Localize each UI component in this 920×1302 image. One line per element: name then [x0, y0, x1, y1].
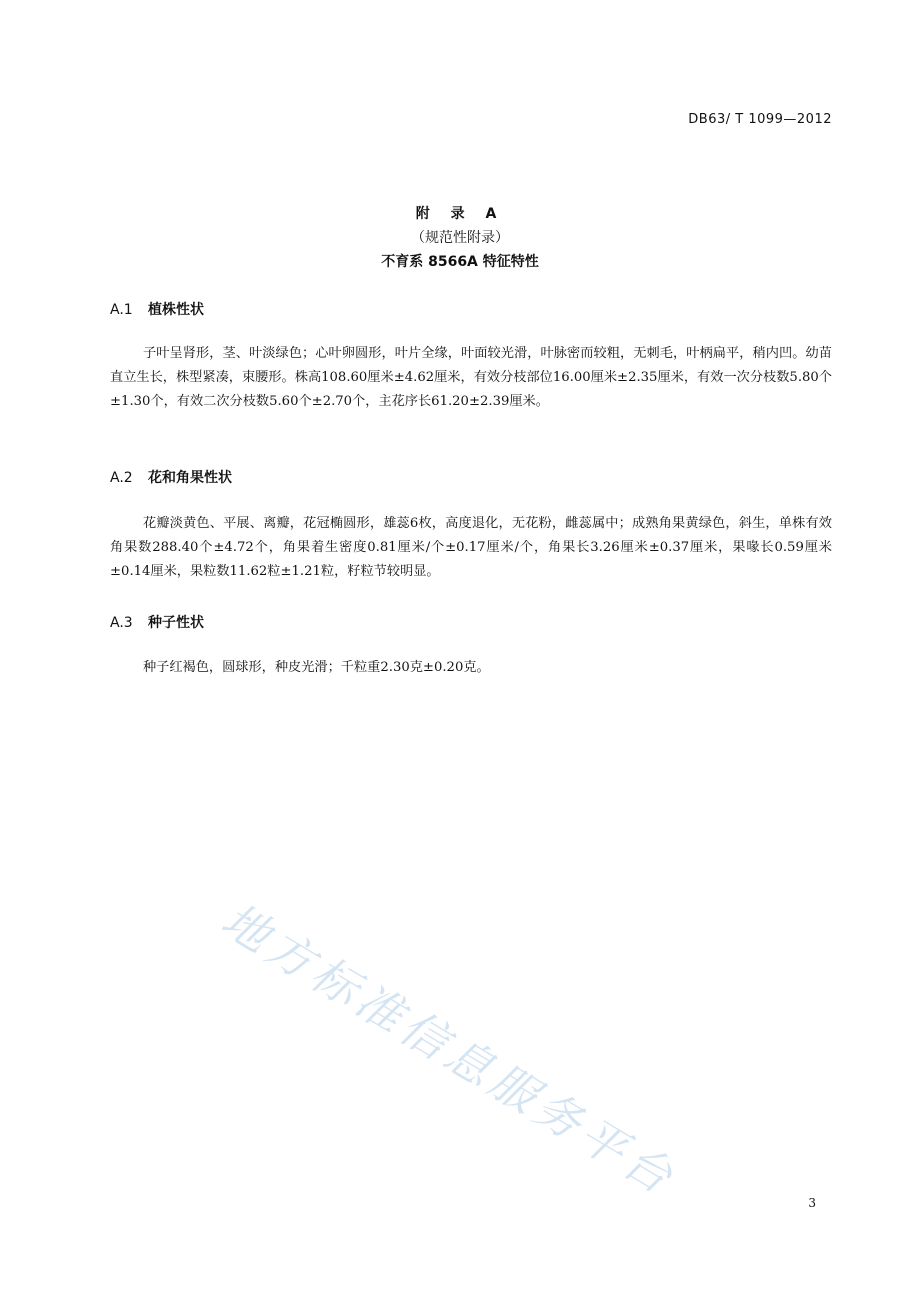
- section-heading-a3: [110, 612, 204, 632]
- section-number: A.3: [110, 615, 133, 631]
- section-title: 植株性状: [148, 302, 204, 318]
- section-title: 花和角果性状: [148, 470, 232, 486]
- appendix-title: 附 录 A: [415, 206, 505, 222]
- section-number: A.1: [110, 302, 133, 318]
- appendix-header: [0, 202, 920, 274]
- page-number: 3: [808, 1196, 816, 1210]
- section-paragraph-a1: 子叶呈肾形，茎、叶淡绿色；心叶卵圆形，叶片全缘，叶面较光滑，叶脉密而较粗，无刺毛，叶柄扁平，稍内凹。幼苗直立生长，株型紧凑，束腰形。株高108.60厘米±4.62厘米，有效分枝部位16.00厘米±2.35厘米，有效一次分枝数5.80个±1.30个，有效二次分枝数5.60个±2.70个，主花序长61.20±2.39厘米。: [110, 346, 832, 409]
- appendix-name: 不育系 8566A 特征特性: [381, 254, 539, 270]
- watermark: 地方标准信息服务平台: [212, 892, 687, 1207]
- section-number: A.2: [110, 470, 133, 486]
- section-paragraph-a3: 种子红褐色，圆球形，种皮光滑；千粒重2.30克±0.20克。: [143, 660, 490, 675]
- section-paragraph-a2: 花瓣淡黄色、平展、离瓣，花冠椭圆形，雄蕊6枚，高度退化，无花粉，雌蕊属中；成熟角果黄绿色，斜生，单株有效角果数288.40个±4.72个，角果着生密度0.81厘米/个±0.17厘米/个，角果长3.26厘米±0.37厘米，果喙长0.59厘米±0.14厘米，果粒数11.62粒±1.21粒，籽粒节较明显。: [110, 516, 832, 579]
- section-heading-a2: [110, 467, 232, 487]
- section-title: 种子性状: [148, 615, 204, 631]
- appendix-subtitle: （规范性附录）: [411, 230, 509, 246]
- document-code: DB63/ T 1099—2012: [688, 112, 832, 127]
- section-heading-a1: [110, 299, 204, 319]
